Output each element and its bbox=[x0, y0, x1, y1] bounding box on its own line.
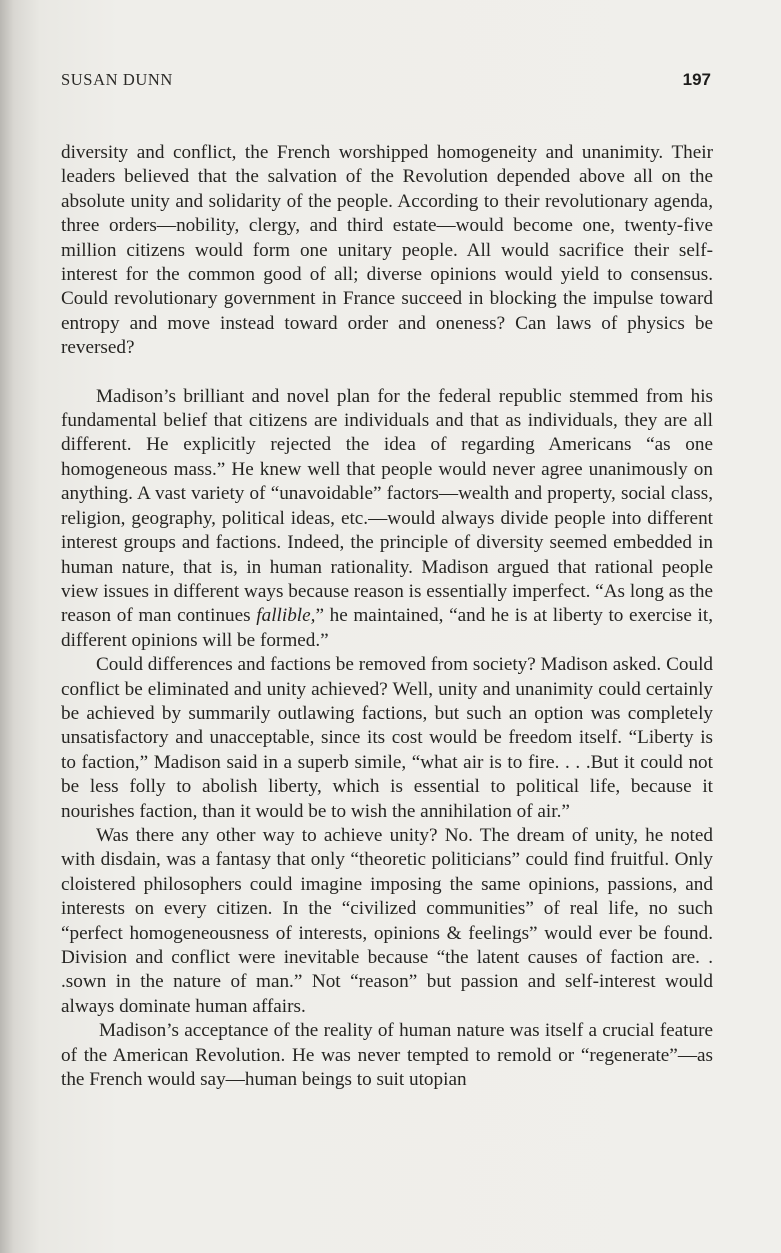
running-head: SUSAN DUNN bbox=[61, 70, 173, 89]
paragraph: Could differences and factions be removed from society? Madison asked. Could conflict be eliminated and unity achieved? Well, unity and unanimity could certainly be achieved by summarily outlawing factions, but such an option was completely unsatisfactory and unacceptable, since its cost would be freedom itself. “Liberty is to faction,” Madison said in a superb simile, “what air is to fire. . . .But it could not be less folly to abolish liberty, which is essential to political life, because it nourishes faction, than it would be to wish the annihilation of air.” bbox=[61, 654, 713, 822]
paragraph-text: ” he maintained, “and he is at liberty to exercise it, different opinions will be formed.” bbox=[61, 605, 713, 651]
paragraph: Madison’s acceptance of the reality of human nature was itself a crucial feature of the American Revolution. He was never tempted to remold or “regenerate”—as the French would say—human beings to suit utopian bbox=[61, 1020, 713, 1091]
paragraph-text: Madison’s brilliant and novel plan for the federal republic stemmed from his fundamental belief that citizens are individuals and that as individuals, they are all different. He explicitly rejected the idea of regarding Americans “as one homogeneous mass.” He knew well that people would never agree unanimously on anything. A vast variety of “unavoidable” factors—wealth and property, social class, religion, geography, political ideas, etc.—would always divide people into different interest groups and factions. Indeed, the principle of diversity seemed embedded in human nature, that is, in human rationality. Madison argued that rational people view issues in different ways because reason is essentially imperfect. “As long as the reason of man continues bbox=[61, 385, 713, 627]
emphasis-text: fallible, bbox=[256, 605, 316, 627]
paragraph: Was there any other way to achieve unity? No. The dream of unity, he noted with disdain, was a fantasy that only “theoretic politicians” could find fruitful. Only cloistered philosophers could imagine imposing the same opinions, passions, and interests on every citizen. In the “civilized communities” of real life, no such “perfect homogeneousness of interests, opinions & feelings” would ever be found. Division and conflict were inevitable because “the latent causes of faction are. . .sown in the nature of man.” Not “reason” but passion and self-interest would always dominate human affairs. bbox=[61, 824, 713, 1017]
page-header bbox=[61, 70, 711, 94]
paragraph bbox=[61, 385, 713, 653]
page-number: 197 bbox=[682, 70, 711, 89]
paragraph: diversity and conflict, the French worshipped homogeneity and unanimity. Their leaders believed that the salvation of the Revolution depended above all on the absolute unity and solidarity of the people. According to their revolutionary agenda, three orders—nobility, clergy, and third estate—would become one, twenty-five million citizens would form one unitary people. All would sacrifice their self-interest for the common good of all; diverse opinions would yield to consensus. Could revolutionary government in France succeed in blocking the impulse toward entropy and move instead toward order and oneness? Can laws of physics be reversed? bbox=[61, 142, 713, 359]
body-text bbox=[61, 141, 713, 1092]
